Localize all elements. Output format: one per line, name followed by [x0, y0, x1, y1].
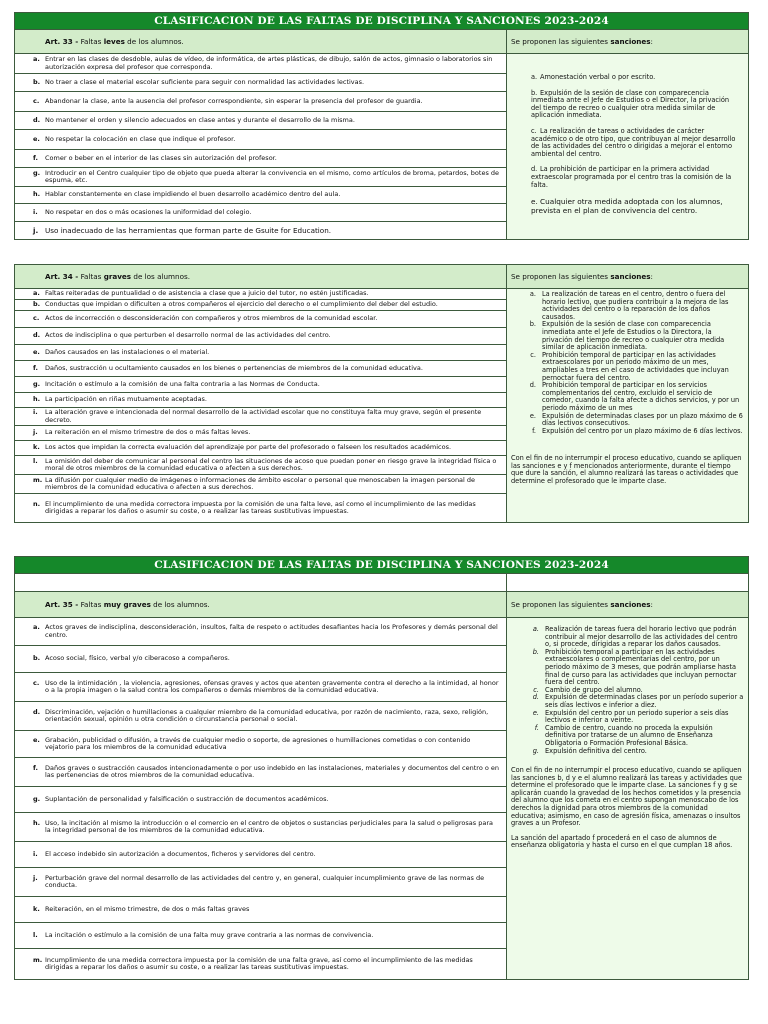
sancion-text: Prohibición temporal de participar en los servicios complementarios del centro, excluido el servicio de comedor, cuando la falta afecte a dichos servicios, y por un periodo máximo de un mes: [542, 381, 740, 412]
sancion-letter: a.: [531, 73, 538, 82]
art-35-sanciones: [507, 618, 749, 980]
art-34-sanciones-header: [507, 265, 749, 289]
table-art-34: [14, 264, 749, 523]
falta-grave-l: [15, 456, 507, 475]
item-text: Daños, sustracción u ocultamiento causados en los bienes o pertenencias de miembros de la comunidad educativa.: [45, 363, 423, 372]
sanciones-pre: Se proponen las siguientes: [511, 272, 611, 281]
sancion-letter: e.: [531, 197, 538, 207]
sancion-text: Cualquier otra medida adoptada con los alumnos, prevista en el plan de convivencia del centro.: [531, 197, 723, 216]
item-letter: g.: [33, 168, 41, 177]
sancion-letter: b.: [529, 320, 536, 329]
falta-muy-grave-i: [15, 842, 507, 868]
item-letter: a.: [33, 289, 40, 298]
item-letter: i.: [33, 408, 38, 417]
sancion-letter: f.: [532, 426, 536, 435]
falta-leve-d: [15, 112, 507, 130]
sancion-letter: f.: [534, 723, 539, 732]
falta-muy-grave-b: [15, 646, 507, 673]
item-letter: d.: [33, 707, 41, 716]
falta-grave-g: [15, 377, 507, 393]
item-text: Uso de la intimidación , la violencia, agresiones, ofensas graves y actos que atenten gravemente contra el derecho a la intimidad, al honor o a la propia imagen o la salud contra los compañeros o demás miembros de la comunidad educativa.: [45, 678, 499, 694]
art-34-kind: graves: [103, 272, 132, 281]
sancion-text: Expulsión del centro por un periodo superior a seis días lectivos e inferior a veinte.: [545, 708, 729, 725]
item-letter: i.: [33, 849, 38, 858]
sancion-letter: d.: [529, 381, 536, 390]
sancion-text: Expulsión de determinadas clases por un plazo máximo de 6 días lectivos consecutivos.: [542, 411, 743, 428]
art-34-pre: Faltas: [80, 272, 104, 281]
item-text: Uso inadecuado de las herramientas que forman parte de Gsuite for Education.: [45, 226, 332, 235]
art-34-sanciones: [507, 289, 749, 523]
falta-grave-i: [15, 408, 507, 426]
table-art-33: [14, 12, 749, 240]
falta-muy-grave-k: [15, 897, 507, 923]
sancion-letter: c.: [530, 350, 536, 359]
item-text: Incitación o estímulo a la comisión de una falta contraria a las Normas de Conducta.: [45, 379, 320, 388]
art-33-post: de los alumnos.: [124, 37, 184, 46]
falta-grave-f: [15, 361, 507, 377]
sancion-letter: d.: [531, 165, 538, 174]
item-text: El acceso indebido sin autorización a documentos, ficheros y servidores del centro.: [45, 849, 316, 858]
art-33-pre: Faltas: [80, 37, 104, 46]
item-text: La difusión por cualquier medio de imágenes o informaciones de ámbito escolar o personal que menoscaben la imagen personal de miembros de la comunidad educativa o afecten a sus derechos.: [45, 475, 476, 491]
sancion-text: Amonestación verbal o por escrito.: [540, 73, 656, 82]
item-text: La alteración grave e intencionada del normal desarrollo de la actividad escolar que no constituya falta muy grave, según el presente decreto.: [45, 408, 482, 424]
sancion-letter: a.: [529, 290, 536, 298]
sancion-text: Expulsión de determinadas clases por un período superior a seis días lectivos e inferior a diez.: [545, 693, 744, 709]
item-text: El incumplimiento de una medida correctora impuesta por la comisión de una falta leve, así como el incumplimiento de las medidas dirigidas a reparar los daños o asumir su coste, o a realizar las tareas sustitutivas impuestas.: [45, 499, 476, 515]
sanciones-pre: Se proponen las siguientes: [511, 600, 611, 609]
item-text: Incumplimiento de una medida correctora impuesta por la comisión de una falta grave, así como el incumplimiento de las medidas dirigidas a reparar los daños o asumir su coste, o a realizar las tareas sustitutivas impuestas.: [45, 955, 473, 971]
art-35-header: [15, 592, 507, 618]
item-letter: n.: [33, 499, 41, 508]
item-text: Uso, la incitación al mismo la introducción o el comercio en el centro de objetos o sustancias perjudiciales para la salud o peligrosas para la integridad personal de los miembros de la comunidad educativa.: [45, 818, 493, 834]
falta-muy-grave-l: [15, 923, 507, 949]
falta-muy-grave-g: [15, 787, 507, 813]
item-text: La omisión del deber de comunicar al personal del centro las situaciones de acoso que puedan poner en riesgo grave la integridad física o moral de otros miembros de la comunidad educativa o afecten a sus derechos.: [45, 456, 497, 472]
art-35-label: Art. 35 -: [45, 600, 79, 609]
item-letter: e.: [33, 347, 40, 356]
item-text: Los actos que impidan la correcta evaluación del aprendizaje por parte del profesorado o falseen los resultados académicos.: [45, 443, 452, 452]
item-letter: d.: [33, 331, 41, 340]
art-33-label: Art. 33 -: [45, 37, 79, 46]
item-text: No traer a clase el material escolar suficiente para seguir con normalidad las actividades lectivas.: [45, 77, 365, 86]
item-letter: c.: [33, 96, 40, 105]
falta-muy-grave-h: [15, 813, 507, 842]
item-text: Daños causados en las instalaciones o el material.: [45, 347, 210, 356]
item-letter: m.: [33, 475, 43, 484]
sanciones-post: :: [650, 600, 653, 609]
item-text: Reiteración, en el mismo trimestre, de dos o más faltas graves: [45, 904, 250, 913]
sancion-letter: e.: [532, 708, 539, 717]
item-letter: b.: [33, 300, 41, 309]
falta-grave-j: [15, 426, 507, 441]
falta-grave-c: [15, 311, 507, 328]
falta-muy-grave-j: [15, 868, 507, 897]
page-title-2: CLASIFICACION DE LAS FALTAS DE DISCIPLINA Y SANCIONES 2023-2024: [15, 557, 749, 574]
falta-grave-m: [15, 475, 507, 494]
art-35-nota-1: Con el fin de no interrumpir el proceso educativo, cuando se apliquen las sanciones b, d y e el alumno realizará las tareas y actividades que determine el profesorado que le imparte clase. La sanciones f y g se aplicarán cuando la gravedad de los hechos cometidos y la presencia del alumno que los cometa en el centro supongan menoscabo de los derechos la dignidad para otros miembros de la comunidad educativa; asimismo, en caso de agresión física, amenazas o insultos graves a un Profesor.: [511, 766, 743, 828]
sancion-text: Expulsión de la sesión de clase con comparecencia inmediata ante el Jefe de Estudios o el Director, la privación del tiempo de recreo o cualquier otra medida similar de aplicación inmediata.: [531, 88, 730, 120]
item-letter: d.: [33, 115, 41, 124]
falta-grave-d: [15, 328, 507, 345]
sancion-text: Expulsión definitiva del centro.: [545, 746, 647, 755]
table-art-35: [14, 556, 749, 980]
art-35-pre: Faltas: [80, 600, 104, 609]
item-letter: g.: [33, 794, 41, 803]
item-text: Actos graves de indisciplina, desconsideración, insultos, falta de respeto o actitudes desafiantes hacia los Profesores y demás personal del centro.: [45, 623, 498, 639]
art-33-kind: leves: [103, 37, 125, 46]
sancion-text: Expulsión de la sesión de clase con comparecencia inmediata ante el Jefe de Estudios o la Directora, la privación del tiempo de recreo o cualquier otra medida similar de aplicación inmediata.: [542, 320, 725, 352]
item-text: Hablar constantemente en clase impidiendo el buen desarrollo académico dentro del aula.: [45, 190, 341, 199]
sancion-letter: a.: [532, 625, 539, 633]
item-text: La reiteración en el mismo trimestre de dos o más faltas leves.: [45, 428, 251, 437]
falta-muy-grave-a: [15, 618, 507, 646]
item-text: Acoso social, físico, verbal y/o ciberacoso a compañeros.: [45, 654, 230, 663]
sanciones-kind: sanciones: [610, 37, 651, 46]
falta-muy-grave-f: [15, 758, 507, 787]
item-letter: b.: [33, 654, 41, 663]
falta-leve-a: [15, 54, 507, 74]
item-letter: f.: [33, 153, 38, 162]
item-text: Introducir en el Centro cualquier tipo de objeto que pueda alterar la convivencia en el mismo, como artículos de broma, petardos, botes de espuma, etc.: [45, 168, 500, 184]
item-letter: b.: [33, 77, 41, 86]
sanciones-post: :: [650, 272, 653, 281]
item-letter: h.: [33, 818, 41, 827]
item-text: Actos de incorrección o desconsideración con compañeros y otros miembros de la comunidad escolar.: [45, 314, 378, 323]
sancion-letter: b.: [532, 647, 539, 656]
sancion-text: Expulsión del centro por un plazo máximo de 6 días lectivos.: [542, 426, 743, 435]
sancion-text: La realización de tareas en el centro, dentro o fuera del horario lectivo, que pudiera contribuir a la mejora de las actividades del centro o la reparación de los daños causados.: [542, 290, 729, 321]
sanciones-kind: sanciones: [610, 272, 651, 281]
item-text: Daños graves o sustracción causados intencionadamente o por uso indebido en las instalaciones, materiales y documentos del centro o en las pertenencias de otros miembros de la comunidad educativa.: [45, 763, 500, 779]
falta-grave-b: [15, 300, 507, 311]
falta-leve-b: [15, 74, 507, 92]
art-34-label: Art. 34 -: [45, 272, 79, 281]
art-33-sanciones-header: [507, 30, 749, 54]
blank-cell: [15, 574, 507, 592]
blank-cell: [507, 574, 749, 592]
item-text: Abandonar la clase, ante la ausencia del profesor correspondiente, sin esperar la presencia del profesor de guardia.: [45, 96, 423, 105]
item-text: Faltas reiteradas de puntualidad o de asistencia a clase que a juicio del tutor, no estén justificadas.: [45, 289, 369, 298]
item-letter: g.: [33, 379, 41, 388]
item-text: La participación en riñas mutuamente aceptadas.: [45, 395, 207, 404]
item-letter: k.: [33, 443, 40, 452]
item-letter: e.: [33, 134, 40, 143]
item-text: Grabación, publicidad o difusión, a través de cualquier medio o soporte, de agresiones o humillaciones cometidas o con contenido vejatorio para los miembros de la comunidad educativa: [45, 735, 471, 751]
sancion-text: La realización de tareas o actividades de carácter académico o de otro tipo, que contribuyan al mejor desarrollo de las actividades del centro o dirigidas a mejorar el entorno ambiental del centro.: [531, 127, 736, 158]
art-35-kind: muy graves: [103, 600, 151, 609]
falta-grave-n: [15, 494, 507, 523]
art-34-post: de los alumnos.: [131, 272, 191, 281]
item-letter: i.: [33, 207, 38, 216]
falta-muy-grave-e: [15, 731, 507, 758]
item-letter: j.: [33, 873, 38, 882]
art-33-sanciones: [507, 54, 749, 240]
item-text: Suplantación de personalidad y falsificación o sustracción de documentos académicos.: [45, 794, 329, 803]
sancion-letter: d.: [532, 693, 539, 702]
sancion-text: Cambio de grupo del alumno.: [545, 685, 643, 694]
item-letter: f.: [33, 763, 38, 772]
sancion-text: Cambio de centro, cuando no proceda la expulsión definitiva por tratarse de un alumno de Enseñanza Obligatoria o Formación Profesional Básica.: [545, 723, 713, 747]
falta-leve-i: [15, 204, 507, 222]
art-34-nota: Con el fin de no interrumpir el proceso educativo, cuando se apliquen las sanciones e y f mencionados anteriormente, durante el tiempo que dure la sanción, el alumno realizará las tareas o actividades que determine el profesorado que le imparte clase.: [511, 454, 742, 486]
falta-muy-grave-c: [15, 673, 507, 702]
falta-grave-e: [15, 345, 507, 361]
item-letter: m.: [33, 955, 43, 964]
item-letter: f.: [33, 363, 38, 372]
falta-leve-e: [15, 130, 507, 150]
item-letter: l.: [33, 456, 38, 465]
sancion-text: Realización de tareas fuera del horario lectivo que podrán contribuir al mejor desarrollo de las actividades del centro o, si procede, dirigidas a reparar los daños causados.: [545, 625, 738, 649]
item-letter: c.: [33, 314, 40, 323]
item-letter: j.: [33, 226, 39, 235]
sancion-letter: c.: [533, 685, 539, 694]
art-35-sanciones-header: [507, 592, 749, 618]
item-text: No mantener el orden y silencio adecuados en clase antes y durante el desarrollo de la misma.: [45, 115, 355, 124]
sancion-letter: c.: [531, 127, 537, 135]
page-title: CLASIFICACION DE LAS FALTAS DE DISCIPLINA Y SANCIONES 2023-2024: [15, 13, 749, 30]
sancion-letter: e.: [529, 411, 536, 420]
sanciones-kind: sanciones: [610, 600, 651, 609]
sanciones-post: :: [650, 37, 653, 46]
item-letter: l.: [33, 930, 38, 939]
sanciones-pre: Se proponen las siguientes: [511, 37, 611, 46]
item-text: Conductas que impidan o dificulten a otros compañeros el ejercicio del derecho o el cumplimiento del deber del estudio.: [45, 300, 438, 309]
item-text: Perturbación grave del normal desarrollo de las actividades del centro y, en general, cualquier incumplimiento grave de las normas de conducta.: [45, 873, 485, 889]
sancion-letter: g.: [532, 746, 539, 755]
sancion-text: La prohibición de participar en la primera actividad extraescolar programada por el centro tras la comisión de la falta.: [531, 165, 732, 189]
item-letter: h.: [33, 190, 41, 199]
sancion-letter: b.: [531, 88, 538, 97]
item-letter: a.: [33, 55, 40, 64]
falta-grave-h: [15, 393, 507, 408]
item-letter: k.: [33, 904, 40, 913]
item-text: No respetar en dos o más ocasiones la uniformidad del colegio.: [45, 207, 252, 216]
item-text: Entrar en las clases de desdoble, aulas de vídeo, de informática, de artes plásticas, de dibujo, salón de actos, gimnasio o laboratorios sin autorización expresa del profesor que corresponda.: [45, 55, 493, 71]
falta-leve-h: [15, 187, 507, 204]
art-34-header: [15, 265, 507, 289]
falta-leve-g: [15, 168, 507, 187]
falta-muy-grave-d: [15, 702, 507, 731]
falta-muy-grave-m: [15, 949, 507, 980]
falta-grave-k: [15, 441, 507, 456]
item-letter: h.: [33, 395, 41, 404]
item-text: Comer o beber en el interior de las clases sin autorización del profesor.: [45, 153, 277, 162]
sancion-text: Prohibición temporal a participar en las actividades extraescolares o complementarias del centro, por un periodo máximo de 3 meses, que podrán ampliarse hasta final de curso para las actividades que incluyan pernoctar fuera del centro.: [545, 647, 737, 687]
falta-grave-a: [15, 289, 507, 300]
falta-leve-c: [15, 92, 507, 112]
item-text: No respetar la colocación en clase que indique el profesor.: [45, 134, 236, 143]
art-35-post: de los alumnos.: [150, 600, 210, 609]
item-letter: a.: [33, 623, 40, 632]
falta-leve-f: [15, 150, 507, 168]
art-33-header: [15, 30, 507, 54]
sancion-text: Prohibición temporal de participar en las actividades extraescolares por un periodo máximo de un mes, ampliables a tres en el caso de actividades que incluyan pernoctar fuera del centro.: [542, 350, 729, 382]
art-35-nota-2: La sanción del apartado f procederá en el caso de alumnos de enseñanza obligatoria y hasta el curso en el que cumplan 18 años.: [511, 833, 733, 850]
item-text: Discriminación, vejación o humillaciones a cualquier miembro de la comunidad educativa, por razón de nacimiento, raza, sexo, religión, orientación sexual, opinión u otra condición o circunstancia personal o social.: [45, 707, 489, 723]
item-letter: c.: [33, 678, 40, 687]
item-letter: j.: [33, 428, 38, 437]
item-text: Actos de indisciplina o que perturben el desarrollo normal de las actividades del centro.: [45, 331, 331, 340]
item-text: La incitación o estímulo a la comisión de una falta muy grave contraria a las normas de convivencia.: [45, 930, 374, 939]
falta-leve-j: [15, 222, 507, 240]
item-letter: e.: [33, 735, 40, 744]
